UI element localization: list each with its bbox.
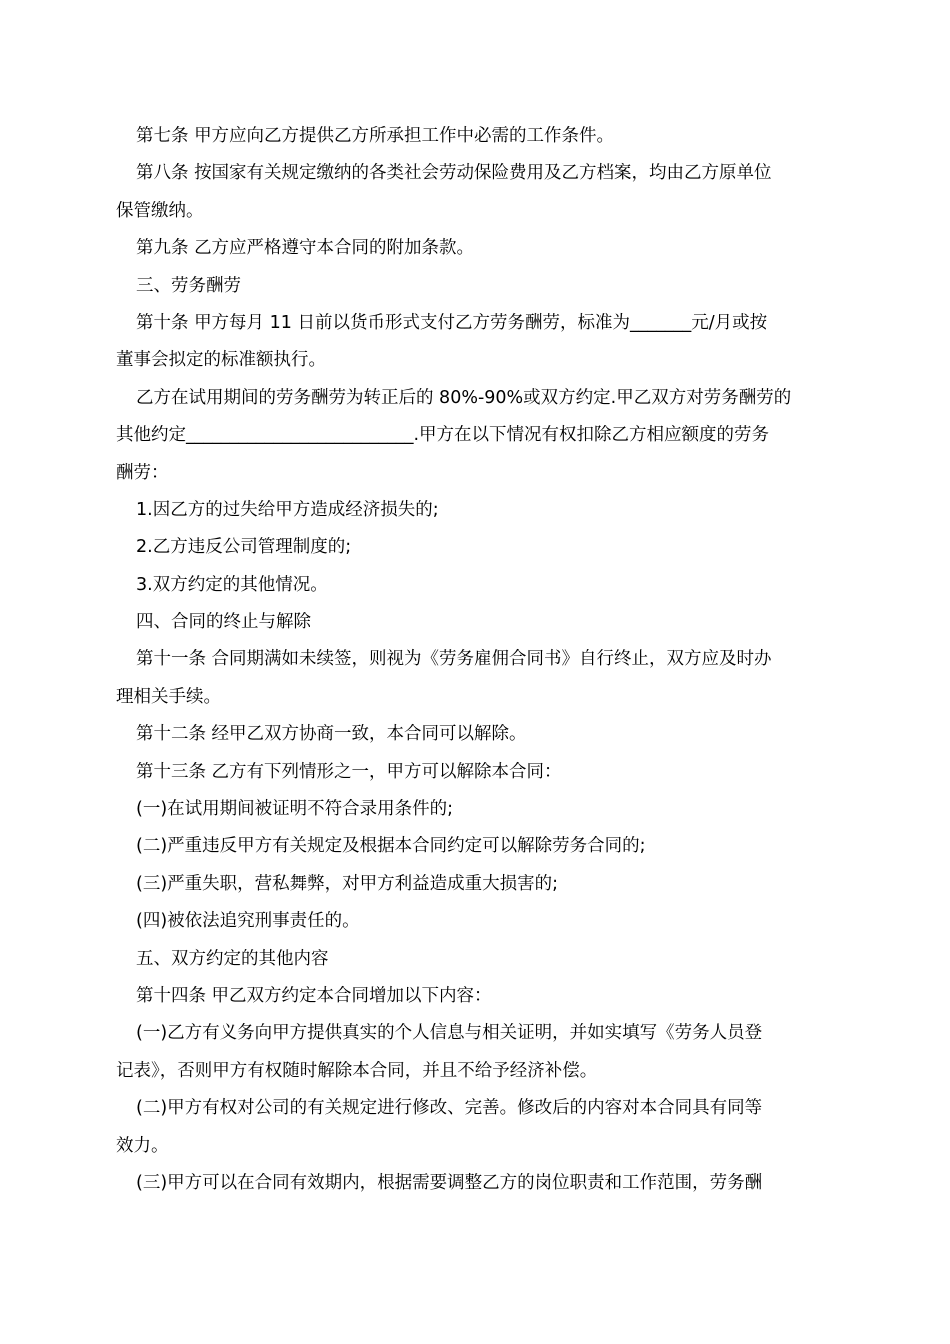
text-line: (二)甲方有权对公司的有关规定进行修改、完善。修改后的内容对本合同具有同等 (136, 1098, 763, 1119)
text-line: 第十条 甲方每月 11 日前以货币形式支付乙方劳务酬劳，标准为_______元/月或按 (136, 312, 768, 333)
text-line: 董事会拟定的标准额执行。 (116, 350, 326, 371)
text-line: (四)被依法追究刑事责任的。 (136, 911, 360, 932)
text-line: 2.乙方违反公司管理制度的; (136, 537, 352, 558)
text-line: (三)严重失职，营私舞弊，对甲方利益造成重大损害的; (136, 873, 559, 894)
text-line: 保管缴纳。 (116, 200, 204, 221)
text-line: (二)严重违反甲方有关规定及根据本合同约定可以解除劳务合同的; (136, 836, 646, 857)
document-page (116, 118, 838, 1202)
text-line: 理相关手续。 (116, 686, 221, 707)
text-line: 第十三条 乙方有下列情形之一，甲方可以解除本合同： (136, 761, 562, 782)
text-line: 第八条 按国家有关规定缴纳的各类社会劳动保险费用及乙方档案，均由乙方原单位 (136, 163, 772, 184)
text-line: 记表》，否则甲方有权随时解除本合同，并且不给予经济补偿。 (116, 1060, 598, 1081)
text-line: 三、劳务酬劳 (136, 275, 241, 296)
text-line: (一)在试用期间被证明不符合录用条件的; (136, 799, 454, 820)
text-line: 第九条 乙方应严格遵守本合同的附加条款。 (136, 238, 475, 259)
text-line: 第十一条 合同期满如未续签，则视为《劳务雇佣合同书》自行终止，双方应及时办 (136, 649, 772, 670)
text-line: 四、合同的终止与解除 (136, 612, 311, 633)
text-line: 五、双方约定的其他内容 (136, 948, 329, 969)
text-line: 3.双方约定的其他情况。 (136, 574, 328, 595)
text-line: 乙方在试用期间的劳务酬劳为转正后的 80%-90%或双方约定.甲乙双方对劳务酬劳的 (136, 387, 792, 408)
text-line: 效力。 (116, 1135, 169, 1156)
text-line: 酬劳： (116, 462, 169, 483)
text-line: 1.因乙方的过失给甲方造成经济损失的; (136, 499, 439, 520)
text-line: 第十四条 甲乙双方约定本合同增加以下内容： (136, 985, 492, 1006)
text-line: (一)乙方有义务向甲方提供真实的个人信息与相关证明，并如实填写《劳务人员登 (136, 1023, 763, 1044)
document-body (116, 118, 838, 1202)
text-line: (三)甲方可以在合同有效期内，根据需要调整乙方的岗位职责和工作范围，劳务酬 (136, 1172, 763, 1193)
text-line: 第七条 甲方应向乙方提供乙方所承担工作中必需的工作条件。 (136, 126, 615, 146)
text-line: 其他约定__________________________.甲方在以下情况有权扣除乙方相应额度的劳务 (116, 425, 770, 446)
text-line: 第十二条 经甲乙双方协商一致，本合同可以解除。 (136, 724, 527, 745)
